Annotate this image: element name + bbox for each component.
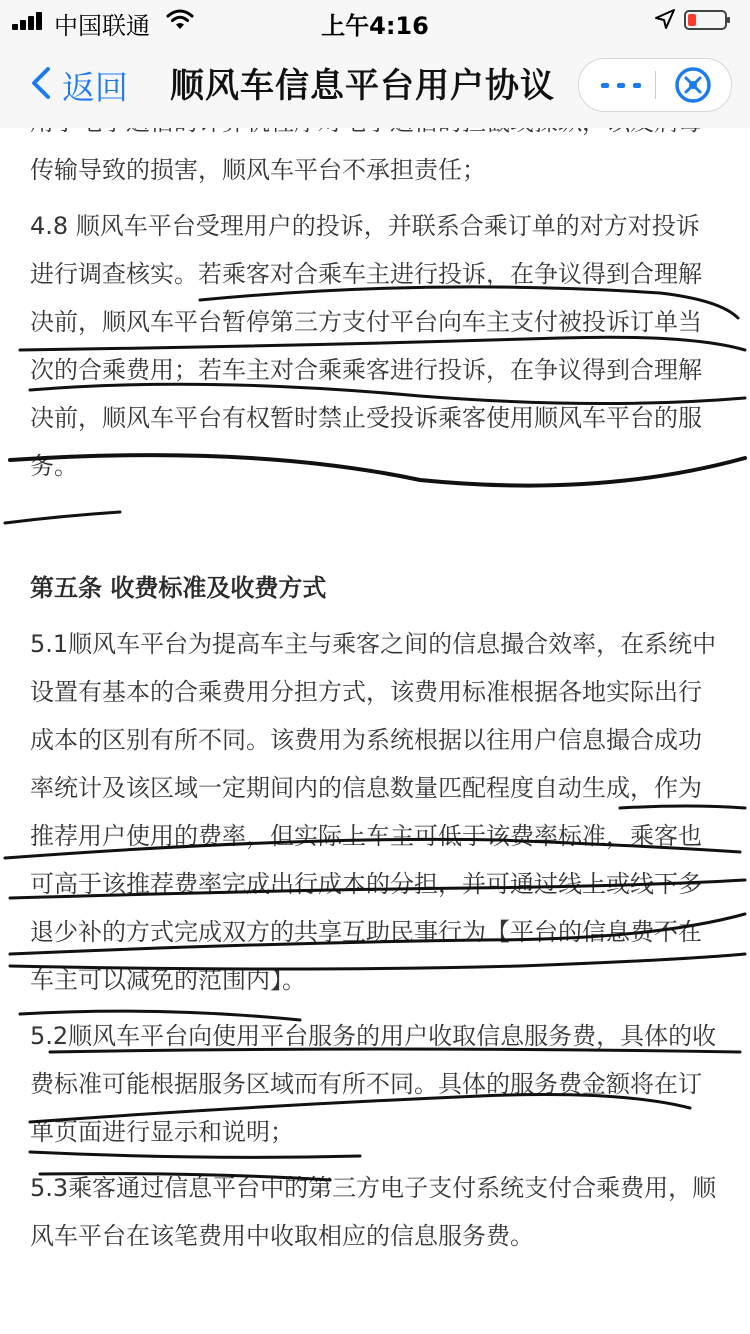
paragraph-4-8: 4.8 顺风车平台受理用户的投诉，并联系合乘订单的对方对投诉进行调查核实。若乘客对合乘车主进行投诉，在争议得到合理解决前，顺风车平台暂停第三方支付平台向车主支付被投诉订单当次的合乘费用；若车主对合乘乘客进行投诉，在争议得到合理解决前，顺风车平台有权暂时禁止受投诉乘客使用顺风车平台的服务。: [30, 212, 702, 480]
agreement-content[interactable]: [0, 128, 750, 1334]
paragraph-5-1: 5.1顺风车平台为提高车主与乘客之间的信息撮合效率，在系统中设置有基本的合乘费用分担方式，该费用标准根据各地实际出行成本的区别有所不同。该费用为系统根据以往用户信息撮合成功率统计及该区域一定期间内的信息数量匹配程度自动生成，作为推荐用户使用的费率，但实际上车主可低于该费率标准，乘客也可高于该推荐费率完成出行成本的分担，并可通过线上或线下多退少补的方式完成双方的共享互助民事行为【平台的信息费不在车主可以减免的范围内】。: [30, 630, 717, 994]
status-time: 上午4:16: [321, 12, 429, 40]
battery-icon: [684, 9, 732, 31]
agreement-text: [30, 98, 720, 1260]
chevron-left-icon: [26, 66, 56, 100]
close-target-icon[interactable]: [673, 65, 713, 105]
navigation-bar: [0, 40, 750, 128]
section-5-heading: 第五条 收费标准及收费方式: [30, 574, 327, 602]
mini-program-capsule: [578, 58, 732, 112]
carrier-name: 中国联通: [54, 12, 150, 40]
paragraph-5-2: 5.2顺风车平台向使用平台服务的用户收取信息服务费，具体的收费标准可能根据服务区域而有所不同。具体的服务费金额将在订单页面进行显示和说明；: [30, 1022, 717, 1146]
page-title: 顺风车信息平台用户协议: [170, 66, 555, 106]
more-dots-icon[interactable]: [589, 59, 653, 111]
paragraph-4-7-tail: 传输导致的损害，顺风车平台不承担责任；: [30, 156, 486, 184]
capsule-divider: [655, 71, 656, 99]
paragraph-5-3: 5.3乘客通过信息平台中的第三方电子支付系统支付合乘费用，顺风车平台在该笔费用中收取相应的信息服务费。: [30, 1174, 717, 1250]
status-bar: [0, 0, 750, 40]
back-label: 返回: [62, 68, 128, 107]
location-arrow-icon: [654, 8, 676, 30]
